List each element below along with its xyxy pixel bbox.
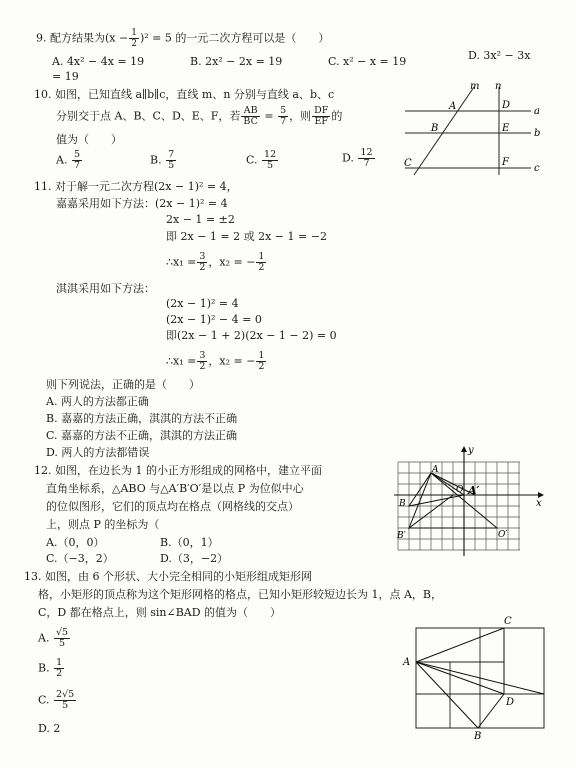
q12-option-c: C.（−3，2） xyxy=(46,552,114,565)
q11-jiajia-step3: ∴x₁ = $\frac{3}{2}$ ，x₂ = − $\frac{1}{2}$ xyxy=(166,251,265,273)
q10-line1: 10. 如图，已知直线 a∥b∥c，直线 m、n 分别与直线 a、b、c xyxy=(34,88,335,101)
q10-label-b: b xyxy=(534,128,541,139)
q11-ask: 则下列说法，正确的是（ ） xyxy=(46,378,200,391)
q11-option-d: D. 两人的方法都错误 xyxy=(46,446,150,459)
q13-figure xyxy=(400,612,560,742)
q10-label-n: n xyxy=(495,81,502,92)
q11-qiqi-step3: 即(2x − 1 + 2)(2x − 1 − 2) = 0 xyxy=(166,329,337,342)
q12-point-Op: O′ xyxy=(498,530,508,540)
q10-option-a: A. $\frac{5}{7}$ xyxy=(56,149,80,171)
q9-stem-fraction: $\frac{1}{2}$ xyxy=(131,28,137,49)
q12-option-b: B.（0，1） xyxy=(160,536,219,549)
q10-point-D: D xyxy=(502,100,511,111)
q10-point-B: B xyxy=(431,123,439,134)
q10-label-a: a xyxy=(534,106,540,117)
q10-figure xyxy=(395,80,545,180)
q12-line1: 12. 如图，在边长为 1 的小正方形组成的网格中，建立平面 xyxy=(34,464,322,477)
q12-point-B: B xyxy=(399,499,406,509)
q12-label-x: x xyxy=(536,498,542,509)
q10-point-F: F xyxy=(502,157,509,168)
q10-ratio-given: $\frac{AB}{BC}$ xyxy=(243,105,258,127)
q12-option-d: D.（3，−2） xyxy=(160,552,229,565)
q13-option-d: D. 2 xyxy=(38,722,61,735)
q11-option-a: A. 两人的方法都正确 xyxy=(46,395,149,408)
q10-label-c: c xyxy=(534,163,540,174)
q11-qiqi-intro: 淇淇采用如下方法： xyxy=(56,282,155,295)
q9-option-a: A. 4x² − 4x = 19 xyxy=(52,55,145,68)
q13-option-c: C. $\frac{2√5}{5}$ xyxy=(38,689,75,711)
q11-jiajia-step1: 2x − 1 = ±2 xyxy=(166,213,235,226)
q10-label-m: m xyxy=(470,81,480,92)
q12-point-Bp: B′ xyxy=(397,531,406,541)
q9-option-d: D. 3x² − 3x xyxy=(468,49,531,62)
q11-qiqi-step1: (2x − 1)² = 4 xyxy=(166,297,239,310)
q10-ratio-value: $\frac{5}{7}$ xyxy=(280,105,287,127)
q10-line2: 分别交于点 A、B、C、D、E、F，若 $\frac{AB}{BC}$ = $\frac{5}{7}$ ，则 $\frac{DF}{EF}$ 的 xyxy=(56,105,343,127)
q11-option-c: C. 嘉嘉的方法不正确，淇淇的方法正确 xyxy=(46,429,238,442)
q12-line4: 上，则点 P 的坐标为（ xyxy=(46,518,160,531)
q12-point-Ap: A′ xyxy=(468,484,480,497)
q12-point-A: A xyxy=(432,465,439,475)
q10-point-C: C xyxy=(404,158,412,169)
q12-label-y: y xyxy=(468,445,474,456)
q11-option-b: B. 嘉嘉的方法正确，淇淇的方法不正确 xyxy=(46,412,238,425)
q11-qiqi-step2: (2x − 1)² − 4 = 0 xyxy=(166,313,262,326)
q12-figure xyxy=(392,444,552,560)
q13-point-A: A xyxy=(403,657,411,668)
q9-option-b: B. 2x² − 2x = 19 xyxy=(190,55,283,68)
q13-point-B: B xyxy=(474,731,482,742)
q13-point-D: D xyxy=(506,697,515,708)
q10-option-d: D. $\frac{12}{7}$ xyxy=(342,147,373,169)
q12-y-arrow xyxy=(461,446,467,452)
q10-point-A: A xyxy=(449,101,457,112)
q10-point-E: E xyxy=(502,123,510,134)
q9-option-c: C. x² − x = 19 xyxy=(328,55,407,68)
q10-line-m xyxy=(414,87,474,175)
q10-line3: 值为（ ） xyxy=(56,133,122,146)
q12-point-O: O xyxy=(456,485,464,495)
q11-qiqi-step4: ∴x₁ = $\frac{3}{2}$ ，x₂ = − $\frac{1}{2}$ xyxy=(166,350,265,372)
q11-stem: 11. 对于解一元二次方程(2x − 1)² = 4， xyxy=(34,180,238,193)
q10-option-b: B. $\frac{7}{5}$ xyxy=(150,149,175,171)
q12-line3: 的位似图形，它们的顶点均在格点（网格线的交点） xyxy=(46,500,299,513)
q13-line2: 格，小矩形的顶点称为这个矩形网格的格点，已知小矩形较短边长为 1，点 A，B， xyxy=(38,588,443,601)
q11-jiajia-intro: 嘉嘉采用如下方法：(2x − 1)² = 4 xyxy=(56,197,228,210)
q10-option-c: C. $\frac{12}{5}$ xyxy=(246,149,277,171)
q9-option-a-wrap: = 19 xyxy=(52,70,79,83)
q9-stem: 9. 配方结果为(x − $\frac{1}{2}$ )² = 5 的一元二次方程可以是（ ） xyxy=(36,28,330,49)
q11-jiajia-step2: 即 2x − 1 = 2 或 2x − 1 = −2 xyxy=(166,230,327,243)
q13-option-b: B. $\frac{1}{2}$ xyxy=(38,657,63,679)
q13-line3: C，D 都在格点上，则 sin∠BAD 的值为（ ） xyxy=(38,606,282,619)
q10-ratio-ask: $\frac{DF}{EF}$ xyxy=(314,105,329,127)
q13-point-C: C xyxy=(504,616,512,627)
q13-option-a: A. $\frac{√5}{5}$ xyxy=(38,627,69,649)
q12-line2: 直角坐标系，△ABO 与△A′B′O′是以点 P 为位似中心 xyxy=(46,482,304,495)
q12-option-a: A.（0，0） xyxy=(46,536,105,549)
q13-line1: 13. 如图，由 6 个形状、大小完全相同的小矩形组成矩形网 xyxy=(24,570,312,583)
